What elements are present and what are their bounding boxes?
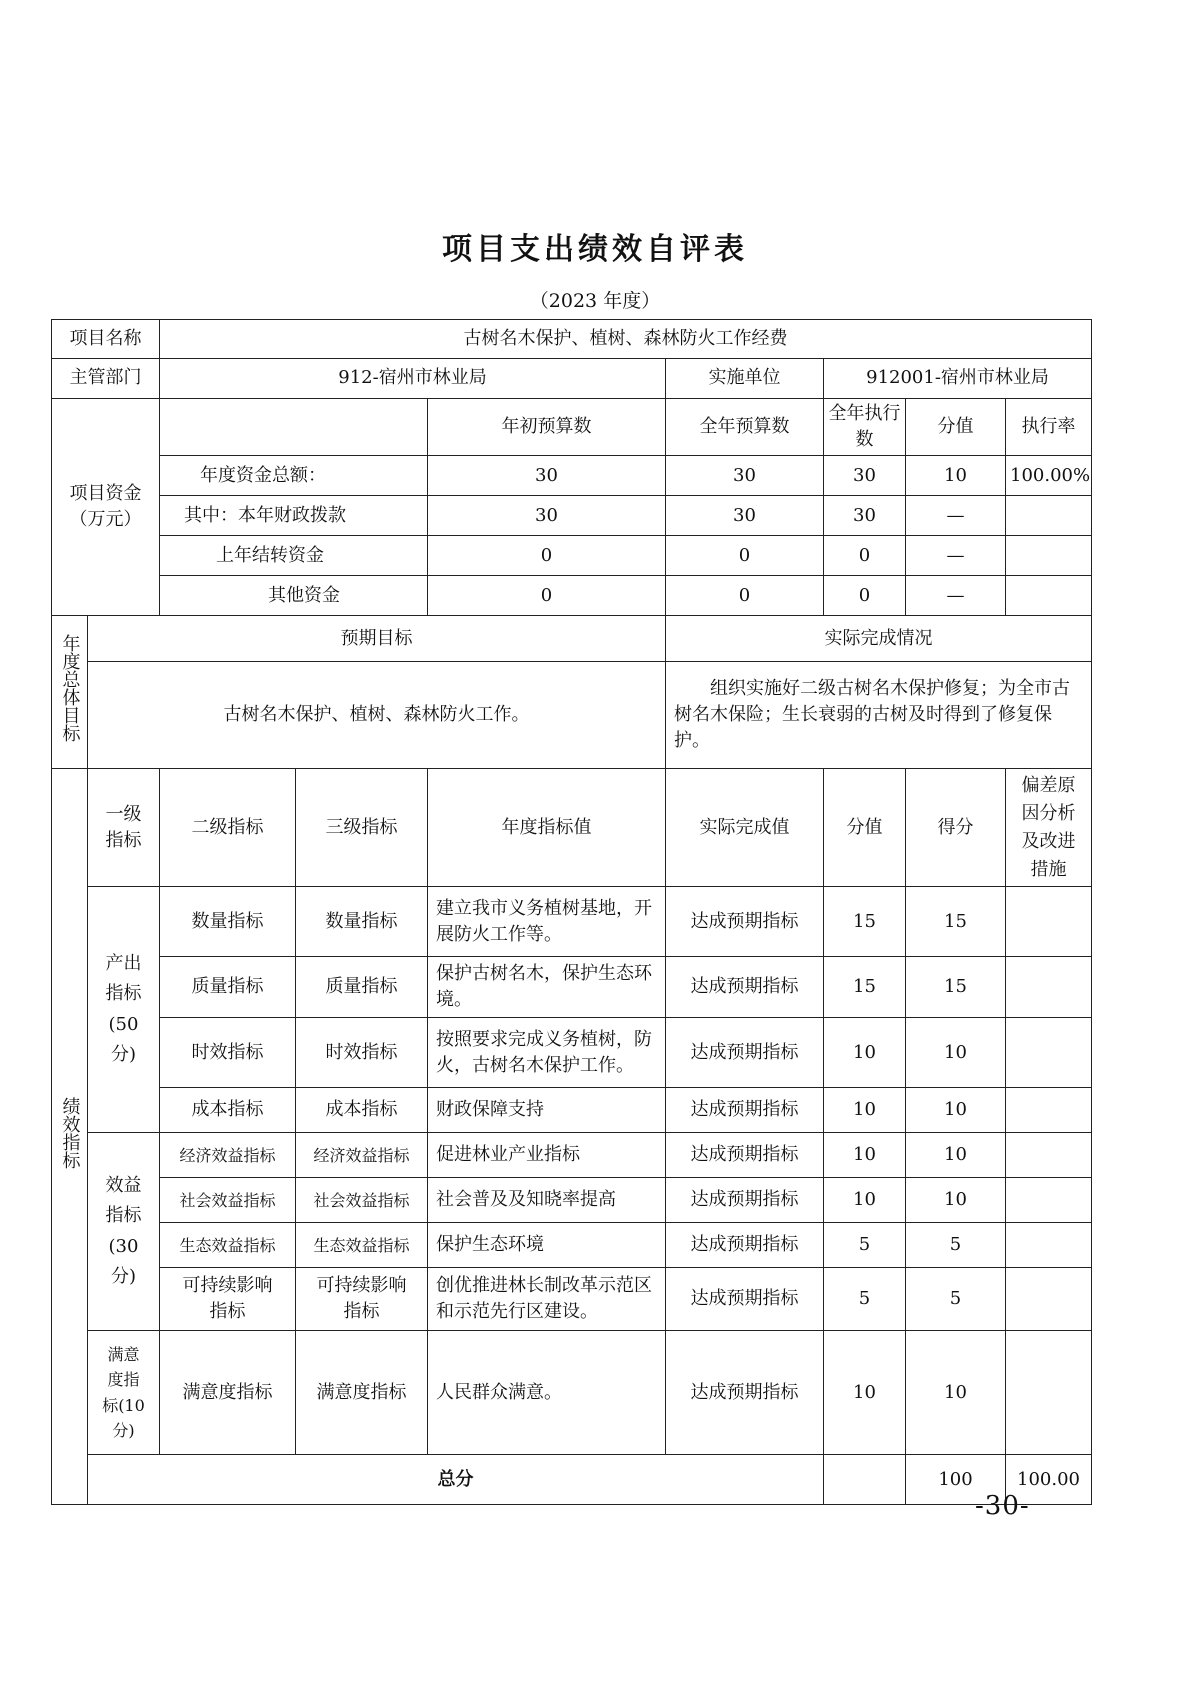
header-value: 分值 (824, 769, 906, 887)
indicator-note (1006, 887, 1092, 957)
group-label-output: 产出 指标 (50 分) (88, 887, 160, 1133)
project-name-value: 古树名木保护、植树、森林防火工作经费 (160, 320, 1092, 359)
indicator-row (52, 1088, 1092, 1133)
funds-row-label: 其他资金 (160, 576, 428, 616)
indicator-level2: 社会效益指标 (160, 1178, 296, 1223)
group-label-benefit: 效益 指标 (30 分) (88, 1133, 160, 1331)
indicator-level3: 时效指标 (296, 1018, 428, 1088)
funds-row-rate (1006, 536, 1092, 576)
funds-header-row (52, 399, 1092, 456)
funds-header-rate: 执行率 (1006, 399, 1092, 456)
funds-row-score-value: — (906, 496, 1006, 536)
indicator-value: 10 (824, 1178, 906, 1223)
header-target: 年度指标值 (428, 769, 666, 887)
funds-row-annual: 30 (666, 496, 824, 536)
header-actual: 实际完成值 (666, 769, 824, 887)
header-level3: 三级指标 (296, 769, 428, 887)
indicator-row (52, 1268, 1092, 1331)
perf-label-text: 绩效指标 (59, 1096, 81, 1169)
funds-row-initial: 0 (428, 576, 666, 616)
indicator-actual: 达成预期指标 (666, 1018, 824, 1088)
funds-row-annual: 0 (666, 576, 824, 616)
indicator-note (1006, 1178, 1092, 1223)
indicator-actual: 达成预期指标 (666, 887, 824, 957)
indicator-row (52, 1178, 1092, 1223)
department-label: 主管部门 (52, 359, 160, 399)
department-value: 912-宿州市林业局 (160, 359, 666, 399)
funds-row (52, 576, 1092, 616)
indicator-row (52, 957, 1092, 1018)
total-label: 总分 (88, 1455, 824, 1505)
page-number: -30- (975, 1491, 1030, 1521)
indicator-target: 人民群众满意。 (428, 1331, 666, 1455)
indicator-score: 10 (906, 1018, 1006, 1088)
goal-actual-text: 组织实施好二级古树名木保护修复；为全市古树名木保险；生长衰弱的古树及时得到了修复保护。 (666, 662, 1092, 769)
perf-label (52, 769, 88, 1505)
indicator-target: 财政保障支持 (428, 1088, 666, 1133)
funds-row (52, 536, 1092, 576)
indicator-score: 5 (906, 1223, 1006, 1268)
indicator-value: 10 (824, 1088, 906, 1133)
funds-row-initial: 30 (428, 456, 666, 496)
indicator-value: 5 (824, 1223, 906, 1268)
funds-header-annual: 全年预算数 (666, 399, 824, 456)
funds-row-label: 其中：本年财政拨款 (160, 496, 428, 536)
indicator-level2: 成本指标 (160, 1088, 296, 1133)
indicator-actual: 达成预期指标 (666, 1088, 824, 1133)
indicator-level2: 可持续影响 指标 (160, 1268, 296, 1331)
indicator-level3: 经济效益指标 (296, 1133, 428, 1178)
goal-header-row (52, 616, 1092, 662)
indicator-actual: 达成预期指标 (666, 1133, 824, 1178)
funds-row-annual: 30 (666, 456, 824, 496)
indicator-note (1006, 1088, 1092, 1133)
funds-row-executed: 30 (824, 456, 906, 496)
total-row (52, 1455, 1092, 1505)
funds-row-executed: 0 (824, 536, 906, 576)
funds-row-label: 上年结转资金 (160, 536, 428, 576)
project-name-label: 项目名称 (52, 320, 160, 359)
indicator-note (1006, 957, 1092, 1018)
indicator-actual: 达成预期指标 (666, 1223, 824, 1268)
funds-row-rate: 100.00% (1006, 456, 1092, 496)
department-row (52, 359, 1092, 399)
indicator-target: 保护生态环境 (428, 1223, 666, 1268)
indicator-target: 创优推进林长制改革示范区和示范先行区建设。 (428, 1268, 666, 1331)
goal-actual-header: 实际完成情况 (666, 616, 1092, 662)
indicator-row (52, 1133, 1092, 1178)
indicator-row (52, 1018, 1092, 1088)
indicator-level2: 生态效益指标 (160, 1223, 296, 1268)
indicator-level3: 质量指标 (296, 957, 428, 1018)
indicator-level2: 时效指标 (160, 1018, 296, 1088)
project-name-row (52, 320, 1092, 359)
indicator-value: 10 (824, 1133, 906, 1178)
indicator-value: 5 (824, 1268, 906, 1331)
indicator-header-row (52, 769, 1092, 887)
indicator-target: 建立我市义务植树基地，开展防火工作等。 (428, 887, 666, 957)
page-title: 项目支出绩效自评表 (442, 232, 748, 267)
indicator-level2: 经济效益指标 (160, 1133, 296, 1178)
header-score: 得分 (906, 769, 1006, 887)
funds-header-blank (160, 399, 428, 456)
indicator-level3: 满意度指标 (296, 1331, 428, 1455)
indicator-target: 社会普及及知晓率提高 (428, 1178, 666, 1223)
funds-row (52, 456, 1092, 496)
total-actual (824, 1455, 906, 1505)
indicator-score: 15 (906, 957, 1006, 1018)
indicator-score: 10 (906, 1331, 1006, 1455)
indicator-target: 促进林业产业指标 (428, 1133, 666, 1178)
indicator-actual: 达成预期指标 (666, 957, 824, 1018)
indicator-score: 10 (906, 1178, 1006, 1223)
indicator-score: 15 (906, 887, 1006, 957)
total-value: 100 (906, 1455, 1006, 1505)
funds-row-annual: 0 (666, 536, 824, 576)
indicator-value: 10 (824, 1018, 906, 1088)
funds-row-score-value: — (906, 576, 1006, 616)
indicator-score: 10 (906, 1133, 1006, 1178)
indicator-actual: 达成预期指标 (666, 1178, 824, 1223)
goal-content-row (52, 662, 1092, 769)
year-subtitle: （2023 年度） (529, 290, 661, 312)
indicator-value: 10 (824, 1331, 906, 1455)
annual-goal-label-text: 年度总体目标 (59, 634, 81, 743)
indicator-note (1006, 1133, 1092, 1178)
funds-header-initial: 年初预算数 (428, 399, 666, 456)
funds-row-initial: 0 (428, 536, 666, 576)
indicator-row (52, 1223, 1092, 1268)
indicator-actual: 达成预期指标 (666, 1268, 824, 1331)
funds-header-score-value: 分值 (906, 399, 1006, 456)
annual-goal-label (52, 616, 88, 769)
indicator-note (1006, 1268, 1092, 1331)
indicator-level3: 可持续影响 指标 (296, 1268, 428, 1331)
indicator-level3: 成本指标 (296, 1088, 428, 1133)
indicator-target: 按照要求完成义务植树，防火，古树名木保护工作。 (428, 1018, 666, 1088)
indicator-level2: 满意度指标 (160, 1331, 296, 1455)
funds-row-rate (1006, 576, 1092, 616)
indicator-level2: 质量指标 (160, 957, 296, 1018)
indicator-note (1006, 1018, 1092, 1088)
impl-unit-label: 实施单位 (666, 359, 824, 399)
indicator-row (52, 887, 1092, 957)
indicator-note (1006, 1331, 1092, 1455)
indicator-note (1006, 1223, 1092, 1268)
indicator-target: 保护古树名木，保护生态环境。 (428, 957, 666, 1018)
total-score: 100.00 (1006, 1455, 1092, 1505)
funds-row-initial: 30 (428, 496, 666, 536)
evaluation-table (51, 319, 1092, 1505)
impl-unit-value: 912001-宿州市林业局 (824, 359, 1092, 399)
funds-label: 项目资金 （万元） (52, 399, 160, 616)
header-deviation: 偏差原 因分析 及改进 措施 (1006, 769, 1092, 887)
indicator-level3: 数量指标 (296, 887, 428, 957)
indicator-level3: 生态效益指标 (296, 1223, 428, 1268)
header-level1: 一级 指标 (88, 769, 160, 887)
header-level2: 二级指标 (160, 769, 296, 887)
funds-row-label: 年度资金总额： (160, 456, 428, 496)
indicator-score: 10 (906, 1088, 1006, 1133)
funds-row-score-value: — (906, 536, 1006, 576)
funds-row-executed: 0 (824, 576, 906, 616)
funds-row (52, 496, 1092, 536)
goal-expected-header: 预期目标 (88, 616, 666, 662)
funds-row-executed: 30 (824, 496, 906, 536)
indicator-level2: 数量指标 (160, 887, 296, 957)
indicator-score: 5 (906, 1268, 1006, 1331)
group-label-satisfaction: 满意 度指 标(10 分) (88, 1331, 160, 1455)
indicator-actual: 达成预期指标 (666, 1331, 824, 1455)
indicator-value: 15 (824, 887, 906, 957)
funds-row-score-value: 10 (906, 456, 1006, 496)
funds-row-rate (1006, 496, 1092, 536)
indicator-row (52, 1331, 1092, 1455)
goal-expected-text: 古树名木保护、植树、森林防火工作。 (88, 662, 666, 769)
indicator-level3: 社会效益指标 (296, 1178, 428, 1223)
indicator-value: 15 (824, 957, 906, 1018)
funds-header-executed: 全年执行数 (824, 399, 906, 456)
